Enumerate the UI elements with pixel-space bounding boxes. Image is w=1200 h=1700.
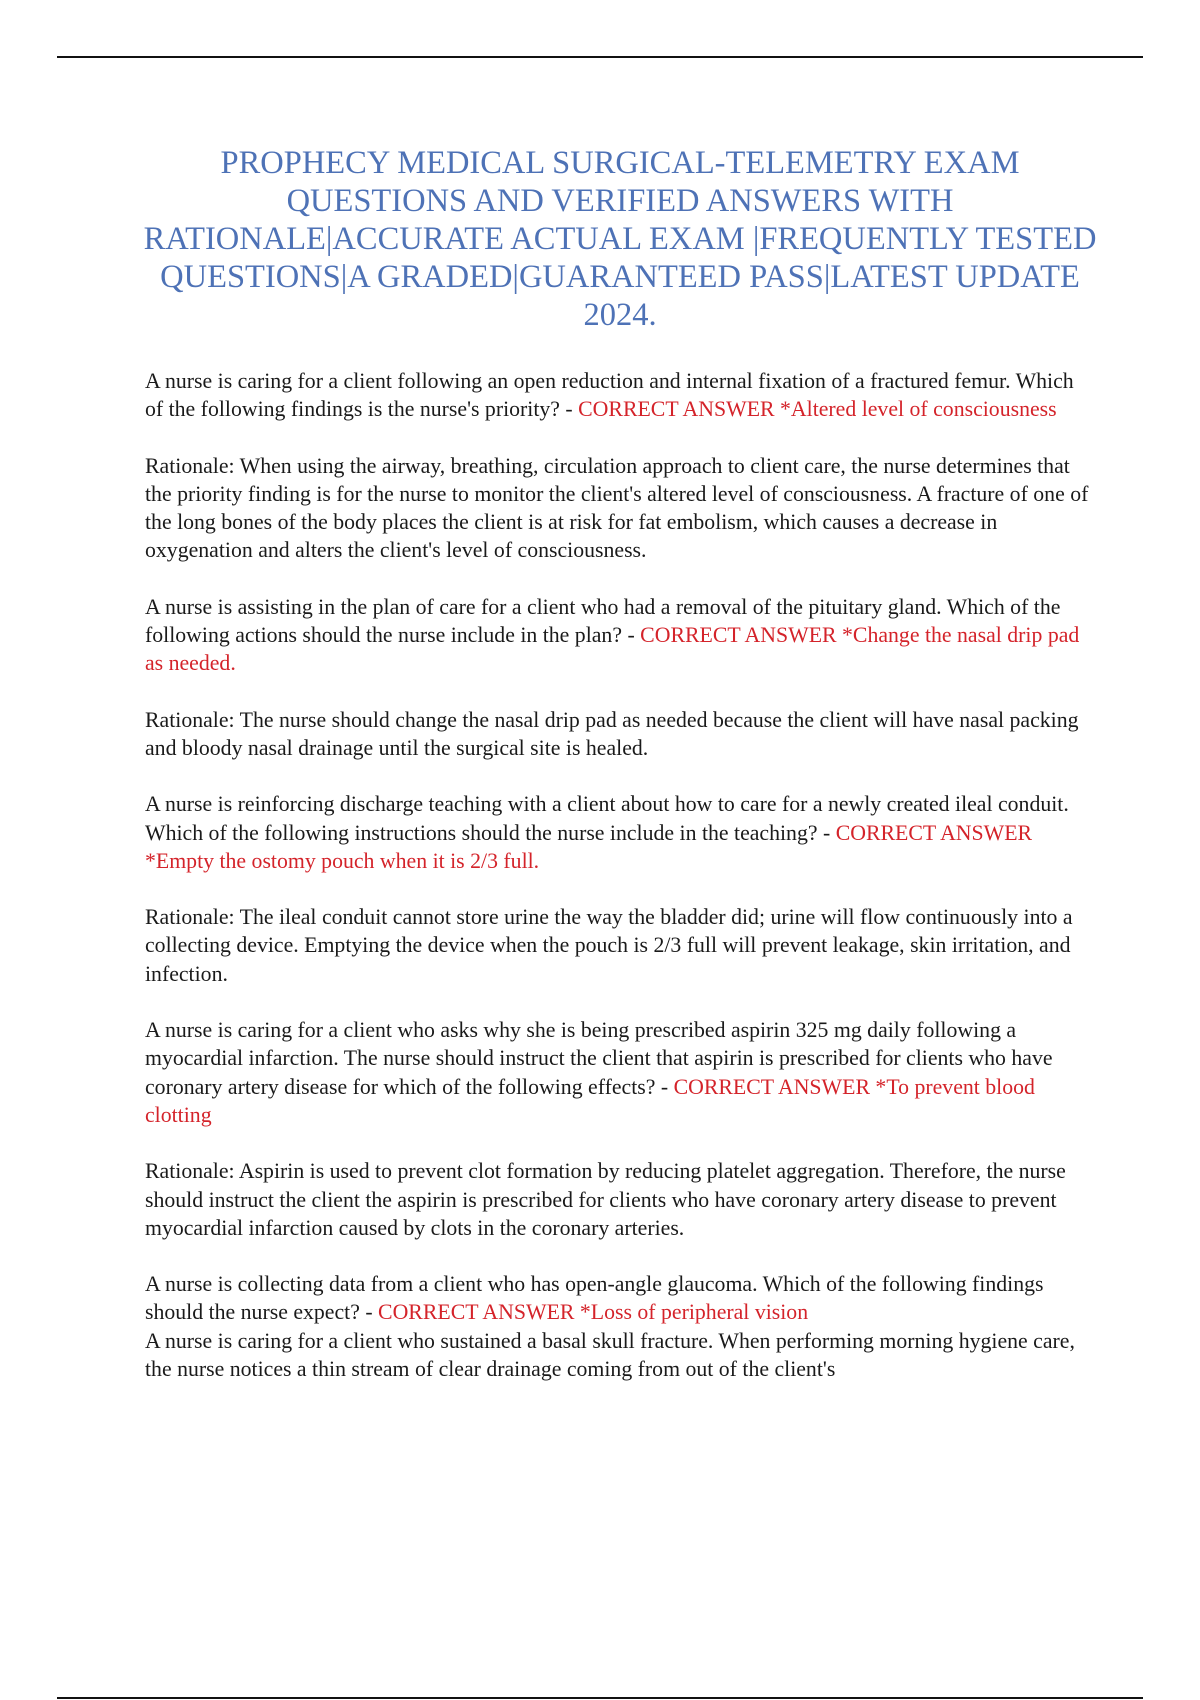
rationale-4: Rationale: Aspirin is used to prevent clot formation by reducing platelet aggregation. Therefore, the nurse should instruct the client the aspirin is prescribed for clients who have coronary artery disease to prevent myocardial infarction caused by clots in the coronary arteries. (145, 1159, 1066, 1240)
question-text: A nurse is caring for a client who asks why she is being prescribed aspirin 325 mg daily following a myocardial infarction. The nurse should instruct the client that aspirin is prescribed for clients who have coronary artery disease for which of the following effects? - (145, 1018, 1053, 1099)
correct-answer: CORRECT ANSWER *Change the nasal drip pad as needed. (145, 623, 1080, 676)
correct-answer: CORRECT ANSWER *Empty the ostomy pouch when it is 2/3 full. (145, 820, 1033, 873)
question-text: A nurse is caring for a client following an open reduction and internal fixation of a fractured femur. Which of the following findings is the nurse's priority? - (145, 369, 1074, 422)
footer-rule (57, 1697, 1143, 1699)
question-text: A nurse is assisting in the plan of care for a client who had a removal of the pituitary gland. Which of the following actions should the nurse include in the plan? - (145, 594, 1061, 648)
question-5 (145, 1270, 1093, 1327)
header-rule (57, 56, 1143, 58)
question-6 (145, 1327, 1093, 1384)
question-text: A nurse is collecting data from a client who has open-angle glaucoma. Which of the following findings should the nurse expect? - (145, 1272, 1044, 1325)
question-4 (145, 1016, 1093, 1129)
rationale-1: Rationale: When using the airway, breathing, circulation approach to client care, the nurse determines that the priority finding is for the nurse to monitor the client's altered level of consciousness. A fracture of one of the long bones of the body places the client is at risk for fat embolism, which causes a decrease in oxygenation and alters the client's level of consciousness. (145, 453, 1089, 563)
question-1 (145, 367, 1093, 424)
question-text: A nurse is reinforcing discharge teaching with a client about how to care for a newly created ileal conduit. Which of the following instructions should the nurse include in the teaching? - (145, 792, 1069, 845)
correct-answer: CORRECT ANSWER *Altered level of consciousness (578, 397, 1057, 422)
document-title: PROPHECY MEDICAL SURGICAL-TELEMETRY EXAM QUESTIONS AND VERIFIED ANSWERS WITH RATIONALE|ACCURATE ACTUAL EXAM |FREQUENTLY TESTED QUESTIONS|A GRADED|GUARANTEED PASS|LATEST UPDATE 2024. (143, 145, 1097, 333)
question-text: A nurse is caring for a client who sustained a basal skull fracture. When performing morning hygiene care, the nurse notices a thin stream of clear drainage coming from out of the client's (145, 1328, 1075, 1382)
question-3 (145, 790, 1093, 875)
correct-answer: CORRECT ANSWER *Loss of peripheral vision (378, 1300, 809, 1325)
rationale-3: Rationale: The ileal conduit cannot store urine the way the bladder did; urine will flow continuously into a collecting device. Emptying the device when the pouch is 2/3 full will prevent leakage, skin irritation, and infection. (145, 905, 1073, 986)
question-2 (145, 593, 1093, 678)
correct-answer: CORRECT ANSWER *To prevent blood clotting (145, 1074, 1035, 1127)
document-body (145, 367, 1093, 1383)
rationale-2: Rationale: The nurse should change the nasal drip pad as needed because the client will have nasal packing and bloody nasal drainage until the surgical site is healed. (145, 707, 1079, 760)
